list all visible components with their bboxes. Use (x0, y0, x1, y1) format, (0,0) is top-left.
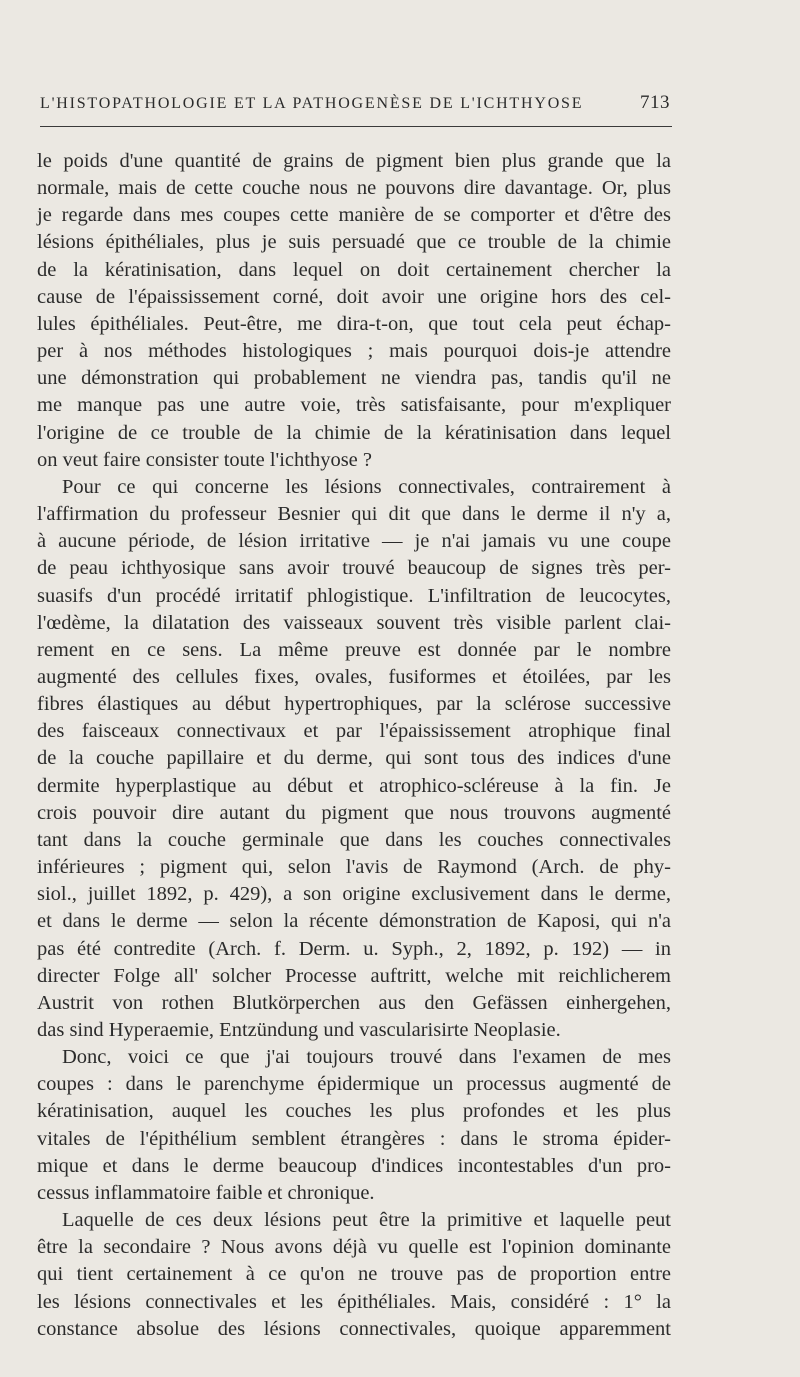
text-line: augmenté des cellules fixes, ovales, fusiformes et étoilées, par les (37, 665, 671, 688)
text-line: l'affirmation du professeur Besnier qui dit que dans le derme il n'y a, (37, 503, 671, 526)
text-line: Donc, voici ce que j'ai toujours trouvé dans l'examen de mes (62, 1046, 671, 1069)
text-line: l'œdème, la dilatation des vaisseaux souvent très visible parlent clai- (37, 611, 671, 634)
text-line: Pour ce qui concerne les lésions connectivales, contrairement à (62, 475, 671, 498)
text-line: être la secondaire ? Nous avons déjà vu quelle est l'opinion dominante (37, 1236, 671, 1259)
text-line: qui tient certainement à ce qu'on ne trouve pas de proportion entre (37, 1263, 671, 1286)
text-line: mique et dans le derme beaucoup d'indices incontestables d'un pro- (37, 1154, 671, 1177)
text-line: lules épithéliales. Peut-être, me dira-t-on, que tout cela peut échap- (37, 312, 671, 335)
paragraph (37, 148, 671, 474)
page-number: 713 (640, 92, 670, 113)
text-line: crois pouvoir dire autant du pigment que nous trouvons augmenté (37, 801, 671, 824)
text-line: je regarde dans mes coupes cette manière de se comporter et d'être des (37, 204, 671, 227)
text-line: per à nos méthodes histologiques ; mais pourquoi dois-je attendre (37, 340, 671, 363)
text-line: kératinisation, auquel les couches les plus profondes et les plus (37, 1100, 671, 1123)
text-line: de la couche papillaire et du derme, qui sont tous des indices d'une (37, 747, 671, 770)
text-line: on veut faire consister toute l'ichthyose ? (37, 448, 373, 471)
text-line: cause de l'épaississement corné, doit avoir une origine hors des cel- (37, 285, 671, 308)
running-title: L'HISTOPATHOLOGIE ET LA PATHOGENÈSE DE L'ICHTHYOSE (40, 95, 584, 112)
text-line: de peau ichthyosique sans avoir trouvé beaucoup de signes très per- (37, 557, 671, 580)
text-line: les lésions connectivales et les épithéliales. Mais, considéré : 1° la (37, 1290, 671, 1313)
text-line: dermite hyperplastique au début et atrophico-scléreuse à la fin. Je (37, 774, 671, 797)
text-line: une démonstration qui probablement ne viendra pas, tandis qu'il ne (37, 367, 671, 390)
header-rule (40, 126, 672, 127)
running-header (40, 92, 670, 114)
text-line: lésions épithéliales, plus je suis persuadé que ce trouble de la chimie (37, 231, 671, 254)
text-line: inférieures ; pigment qui, selon l'avis de Raymond (Arch. de phy- (37, 856, 671, 879)
text-line: le poids d'une quantité de grains de pigment bien plus grande que la (37, 150, 671, 172)
text-line: me manque pas une autre voie, très satisfaisante, pour m'expliquer (37, 394, 671, 417)
paragraph (37, 1044, 671, 1207)
paragraph (37, 1207, 671, 1343)
text-line: des faisceaux connectivaux et par l'épaississement atrophique final (37, 720, 671, 743)
body-text (37, 148, 671, 1343)
text-line: pas été contredite (Arch. f. Derm. u. Syph., 2, 1892, p. 192) — in (37, 937, 671, 960)
text-line: das sind Hyperaemie, Entzündung und vascularisirte Neoplasie. (37, 1019, 561, 1041)
text-line: rement en ce sens. La même preuve est donnée par le nombre (37, 638, 671, 661)
text-line: fibres élastiques au début hypertrophiques, par la sclérose successive (37, 693, 671, 716)
text-line: Laquelle de ces deux lésions peut être la primitive et laquelle peut (62, 1209, 671, 1232)
text-line: cessus inflammatoire faible et chronique. (37, 1181, 375, 1204)
text-line: Austrit von rothen Blutkörperchen aus den Gefässen einhergehen, (37, 991, 671, 1014)
text-line: de la kératinisation, dans lequel on doit certainement chercher la (37, 258, 671, 281)
text-line: normale, mais de cette couche nous ne pouvons dire davantage. Or, plus (37, 177, 671, 200)
paragraph (37, 474, 671, 1044)
text-line: et dans le derme — selon la récente démonstration de Kaposi, qui n'a (37, 910, 671, 933)
text-line: directer Folge all' solcher Processe auftritt, welche mit reichlicherem (37, 964, 671, 987)
text-line: à aucune période, de lésion irritative — je n'ai jamais vu une coupe (37, 530, 671, 553)
text-line: coupes : dans le parenchyme épidermique un processus augmenté de (37, 1073, 671, 1096)
text-line: tant dans la couche germinale que dans les couches connectivales (37, 828, 671, 851)
text-line: siol., juillet 1892, p. 429), a son origine exclusivement dans le derme, (37, 883, 671, 906)
text-line: suasifs d'un procédé irritatif phlogistique. L'infiltration de leucocytes, (37, 584, 671, 607)
text-line: vitales de l'épithélium semblent étrangères : dans le stroma épider- (37, 1127, 671, 1150)
text-line: l'origine de ce trouble de la chimie de la kératinisation dans lequel (37, 421, 671, 444)
text-line: constance absolue des lésions connectivales, quoique apparemment (37, 1317, 671, 1340)
